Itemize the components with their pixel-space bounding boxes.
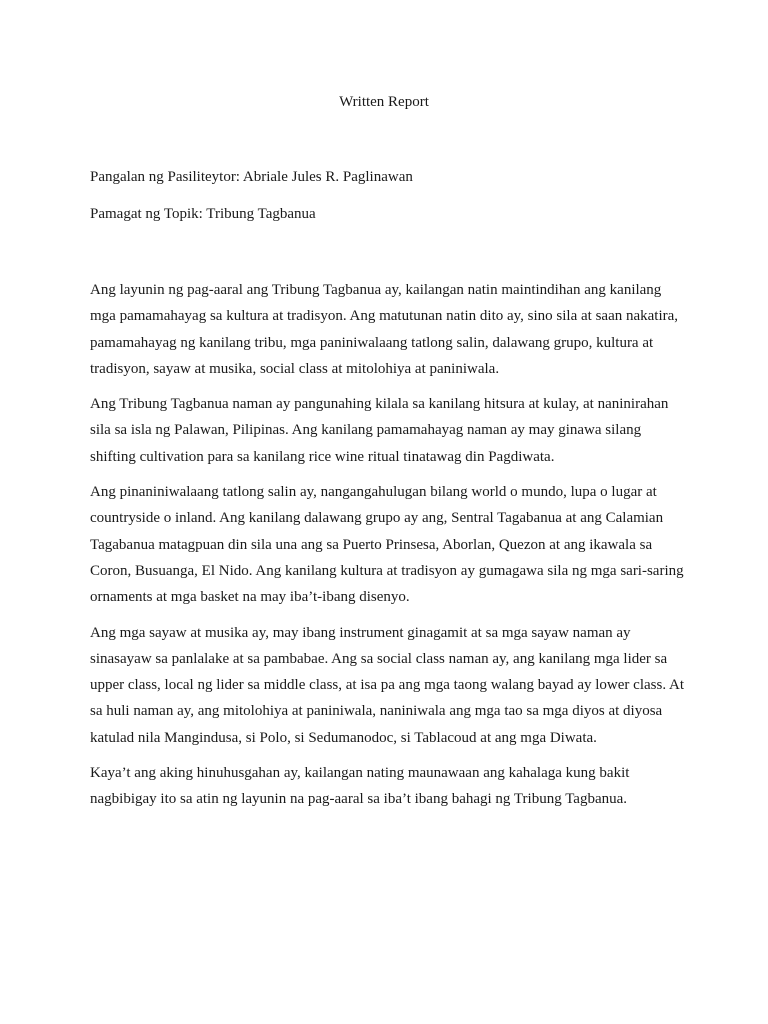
paragraph-conclusion: Kaya’t ang aking hinuhusgahan ay, kailangan nating maunawaan ang kahalaga kung bakit nagbibigay ito sa atin ng layunin na pag-aaral sa iba’t ibang bahagi ng Tribung Tagbanua.: [90, 765, 630, 808]
paragraph-beliefs-groups: Ang pinaniniwalaang tatlong salin ay, nangangahulugan bilang world o mundo, lupa o lugar at countryside o inland. Ang kanilang dalawang grupo ay ang, Sentral Tagabanua at ang Calamian Tagabanua matagpuan din sila una ang sa Puerto Prinsesa, Aborlan, Quezon at ang ikawala sa Coron, Busuanga, El Nido. Ang kanilang kultura at tradisyon ay gumagawa sila ng mga sari-saring ornaments at mga basket na may iba’t-ibang disenyo.: [90, 484, 684, 606]
document-title: Written Report: [339, 94, 429, 110]
facilitator-line: Pangalan ng Pasiliteytor: Abriale Jules R. Paglinawan: [90, 169, 413, 185]
paragraph-location: Ang Tribung Tagbanua naman ay pangunahing kilala sa kanilang hitsura at kulay, at naninirahan sila sa isla ng Palawan, Pilipinas. Ang kanilang pamamahayag naman ay may ginawa silang shifting cultivation para sa kanilang rice wine ritual tinatawag din Pagdiwata.: [90, 396, 669, 465]
report-body: [90, 277, 690, 822]
topic-line: Pamagat ng Topik: Tribung Tagbanua: [90, 206, 316, 222]
paragraph-dance-social-mythology: Ang mga sayaw at musika ay, may ibang instrument ginagamit at sa mga sayaw naman ay sinasayaw sa panlalake at sa pambabae. Ang sa social class naman ay, ang kanilang mga lider sa upper class, local ng lider sa middle class, at isa pa ang mga taong walang bayad ay lower class. At sa huli naman ay, ang mitolohiya at paniniwala, naniniwala ang mga tao sa mga diyos at diyosa katulad nila Mangindusa, si Polo, si Sedumanodoc, si Tablacoud at ang mga Diwata.: [90, 624, 684, 746]
paragraph-objective: Ang layunin ng pag-aaral ang Tribung Tagbanua ay, kailangan natin maintindihan ang kanilang mga pamamahayag sa kultura at tradisyon. Ang matutunan natin dito ay, sino sila at saan nakatira, pamamahayag ng kanilang tribu, mga paniniwalaang tatlong salin, dalawang grupo, kultura at tradisyon, sayaw at musika, social class at mitolohiya at paniniwala.: [90, 282, 679, 377]
